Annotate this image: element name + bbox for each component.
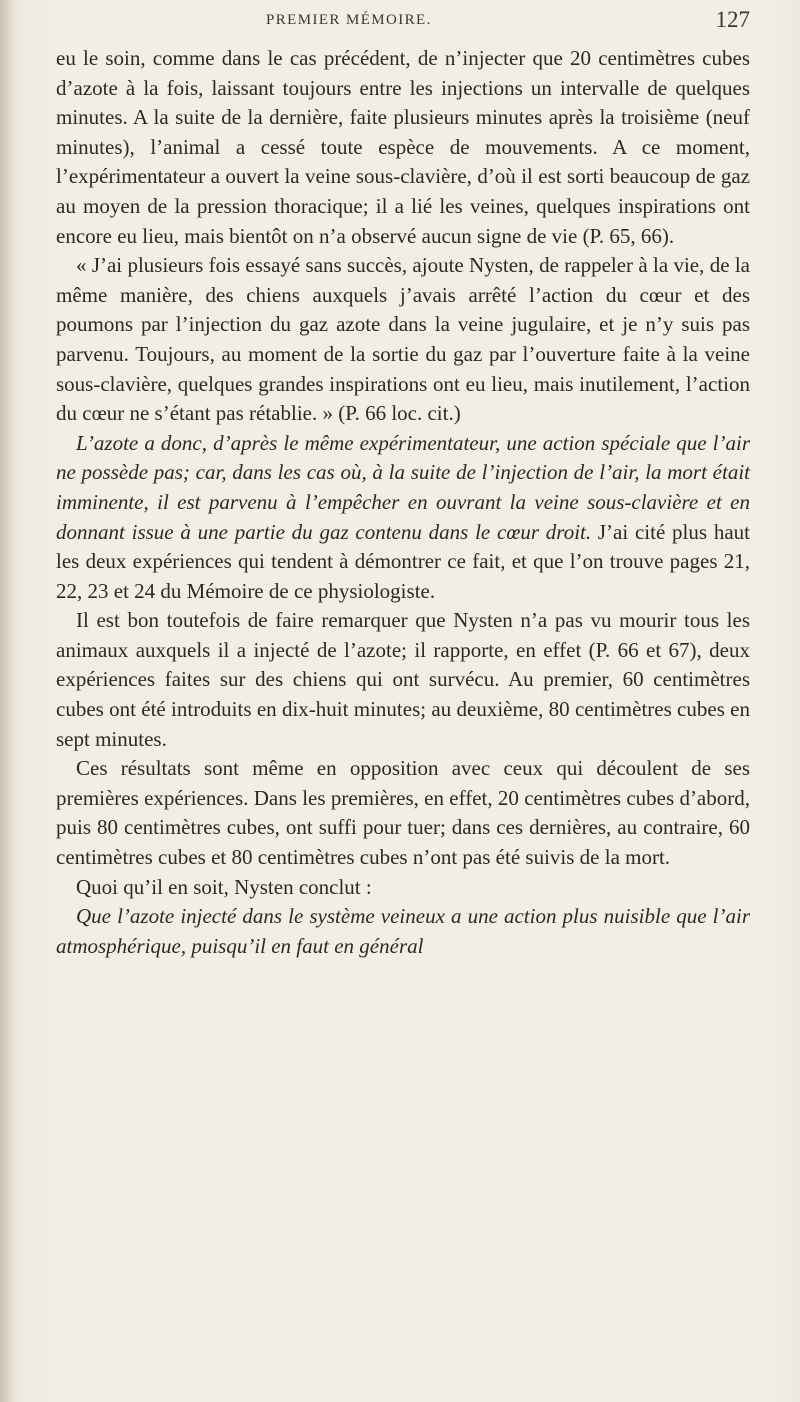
paragraph-conclusion-intro: Quoi qu’il en soit, Nysten conclut : bbox=[76, 874, 372, 899]
paragraph-opposition: Ces résultats sont même en opposition avec ceux qui découlent de ses premières expériences. Dans les premières, en effet, 20 centimètres cubes d’abord, puis 80 centimètres cubes, ont suffi pour tuer; dans ces dernières, au contraire, 60 centimètres cubes et 80 centimètres cubes n’ont pas été suivis de la mort. bbox=[56, 756, 750, 870]
paragraph-azote-action: L’azote a donc, d’après le même expérimentateur, une action spéciale que l’air ne possède pas; car, dans les cas où, à la suite de l’injection de l’air, la mort était imminente, il est parvenu à l’empêcher en ouvrant la veine sous-clavière et en donnant issue à une partie du gaz contenu dans le cœur droit. J’ai cité plus haut les deux expériences qui tendent à démontrer ce fait, et que l’on trouve pages 21, 22, 23 et 24 du Mémoire de ce physiologiste. bbox=[56, 430, 750, 603]
paragraph-nysten-quote: « J’ai plusieurs fois essayé sans succès, ajoute Nysten, de rappeler à la vie, de la même manière, des chiens auxquels j’avais arrêté l’action du cœur et des poumons par l’injection du gaz azote dans la veine jugulaire, et je n’y suis pas parvenu. Toujours, au moment de la sortie du gaz par l’ouverture faite à la veine sous-clavière, quelques grandes inspirations ont eu lieu, mais inutilement, l’action du cœur ne s’étant pas rétablie. » (P. 66 loc. cit.) bbox=[56, 253, 750, 426]
paragraph-continuation: eu le soin, comme dans le cas précédent, de n’injecter que 20 centimètres cubes d’azote à la fois, laissant toujours entre les injections un intervalle de quelques minutes. A la suite de la dernière, faite plusieurs minutes après la troisième (neuf minutes), l’animal a cessé toute espèce de mouvements. A ce moment, l’expérimentateur a ouvert la veine sous-clavière, d’où il est sorti beaucoup de gaz au moyen de la pression thoracique; il a lié les veines, quelques inspirations ont encore eu lieu, mais bientôt on n’a observé aucun signe de vie (P. 65, 66). bbox=[56, 46, 750, 248]
running-title: PREMIER MÉMOIRE. bbox=[266, 12, 432, 28]
body-text bbox=[56, 44, 750, 961]
paragraph-conclusion: Que l’azote injecté dans le système veineux a une action plus nuisible que l’air atmosphérique, puisqu’il en faut en général bbox=[56, 904, 750, 958]
paragraph-survivors: Il est bon toutefois de faire remarquer que Nysten n’a pas vu mourir tous les animaux auxquels il a injecté de l’azote; il rapporte, en effet (P. 66 et 67), deux expériences faites sur des chiens qui ont survécu. Au premier, 60 centimètres cubes ont été introduits en dix-huit minutes; au deuxième, 80 centimètres cubes en sept minutes. bbox=[56, 608, 750, 751]
running-head bbox=[56, 6, 750, 36]
italic-statement: L’azote a donc, d’après le même expérimentateur, une action spéciale que l’air ne possède pas; car, dans les cas où, à la suite de l’injection de l’air, la mort était imminente, il est parvenu à l’empêcher en ouvrant la veine sous-clavière et en donnant issue à une partie du gaz contenu dans le cœur droit. bbox=[56, 430, 750, 544]
gutter-shadow bbox=[0, 0, 14, 1402]
page-number: 127 bbox=[715, 7, 750, 32]
